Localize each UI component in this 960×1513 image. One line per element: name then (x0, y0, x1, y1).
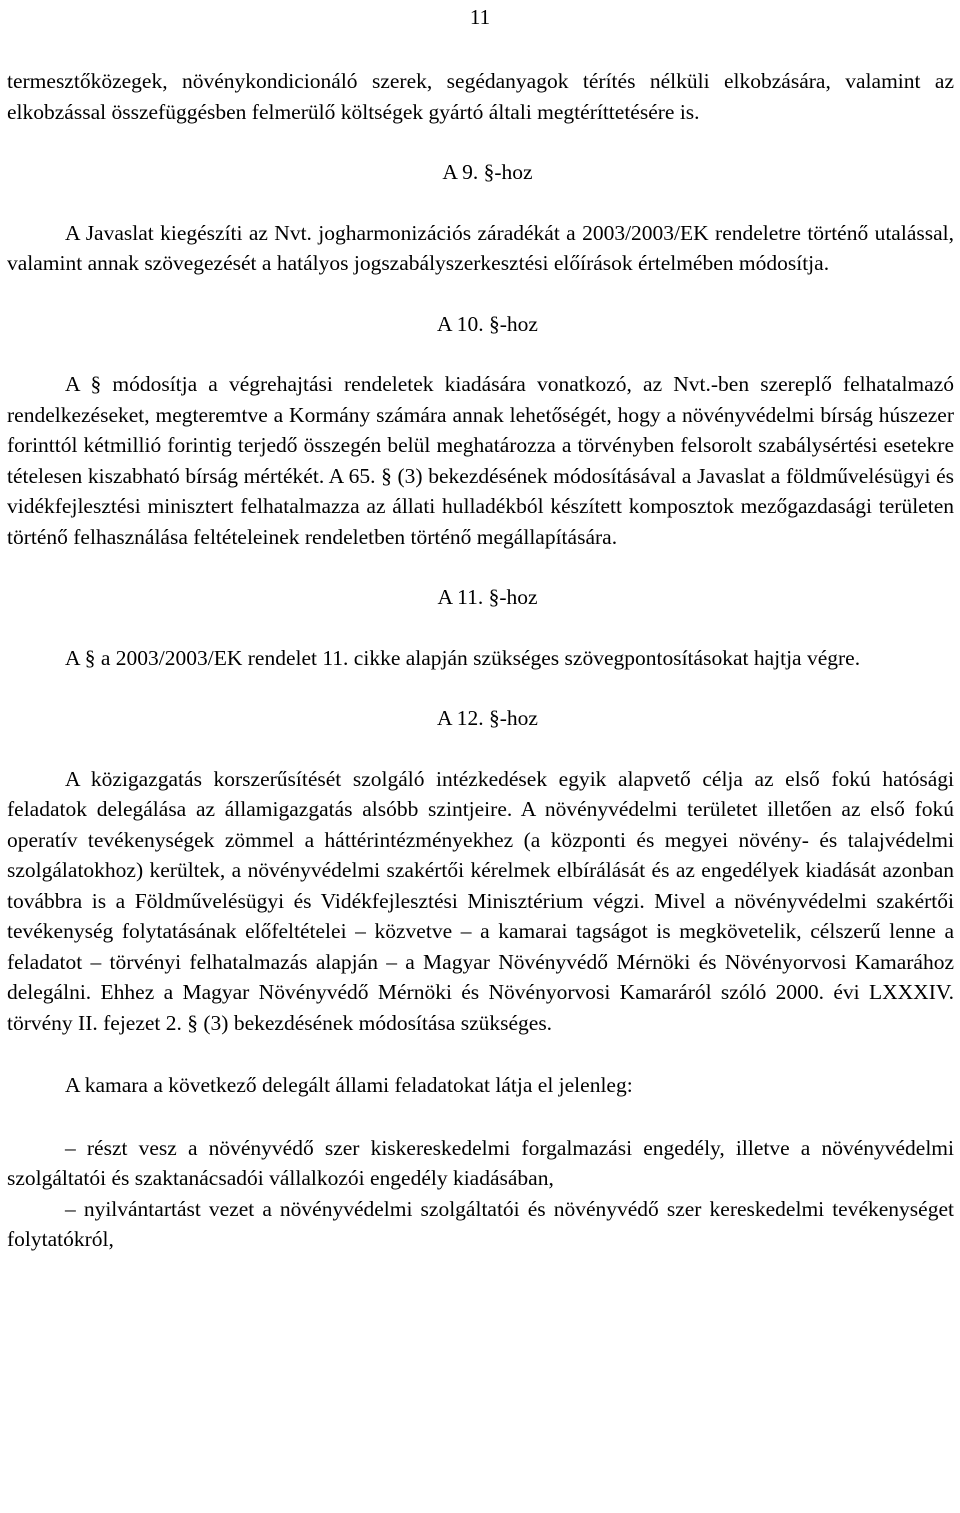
page-number: 11 (469, 5, 491, 29)
paragraph: A kamara a következő delegált állami feladatokat látja el jelenleg: (65, 1073, 633, 1097)
paragraph: A Javaslat kiegészíti az Nvt. jogharmonizációs záradékát a 2003/2003/EK rendeletre történő utalással, valamint annak szövegezését a hatályos jogszabályszerkesztési előírások értelmében módosítja. (7, 220, 954, 275)
list-item: – nyilvántartást vezet a növényvédelmi szolgáltatói és növényvédő szer kereskedelmi tevékenységet folytatókról, (7, 1196, 954, 1251)
section-heading: A 9. §-hoz (442, 160, 533, 184)
list-item: – részt vesz a növényvédő szer kiskereskedelmi forgalmazási engedély, illetve a növényvédelmi szolgáltatói és szaktanácsadói vállalkozói engedély kiadásában, (7, 1135, 954, 1190)
section-heading: A 10. §-hoz (437, 311, 538, 336)
document-body (7, 66, 954, 1255)
paragraph: A § a 2003/2003/EK rendelet 11. cikke alapján szükséges szövegpontosításokat hajtja végre. (65, 645, 861, 670)
section-heading: A 11. §-hoz (437, 585, 538, 609)
section-heading: A 12. §-hoz (437, 706, 538, 730)
paragraph: A közigazgatás korszerűsítését szolgáló intézkedések egyik alapvető célja az első fokú hatósági feladatok delegálása az államigazgatás alsóbb szintjeire. A növényvédelmi területet illetően az első fokú operatív tevékenységek zömmel a háttérintézményekhez (a központi és megyei növény- és talajvédelmi szolgálatokhoz) kerültek, a növényvédelmi szakértői kérelmek elbírálását és az engedélyek kiadását azonban továbbra is a Földművelésügyi és Vidékfejlesztési Minisztérium végzi. Mivel a növényvédelmi szakértői tevékenység folytatásának előfeltételei – közvetve – a kamarai tagságot is megkövetelik, célszerű lenne a feladatot – törvényi felhatalmazás alapján – a Magyar Növényvédő Mérnöki és Növényorvosi Kamarához delegálni. Ehhez a Magyar Növényvédő Mérnöki és Növényorvosi Kamaráról szóló 2000. évi LXXXIV. törvény II. fejezet 2. § (3) bekezdésének módosítása szükséges. (7, 766, 954, 1035)
paragraph: termesztőközegek, növénykondicionáló szerek, segédanyagok térítés nélküli elkobzására, valamint az elkobzással összefüggésben felmerülő költségek gyártó általi megtéríttetésére is. (7, 69, 954, 124)
paragraph: A § módosítja a végrehajtási rendeletek kiadására vonatkozó, az Nvt.-ben szereplő felhatalmazó rendelkezéseket, megteremtve a Kormány számára annak lehetőségét, hogy a növényvédelmi bírság húszezer forinttól kétmillió forintig terjedő összegén belül meghatározza a törvényben felsorolt szabálysértési esetekre tételesen kiszabható bírság mértékét. A 65. § (3) bekezdésének módosításával a Javaslat a földművelésügyi és vidékfejlesztési minisztert felhatalmazza az állati hulladékból készített komposztok mezőgazdasági területen történő felhasználása feltételeinek rendeletben történő megállapítására. (7, 372, 954, 549)
